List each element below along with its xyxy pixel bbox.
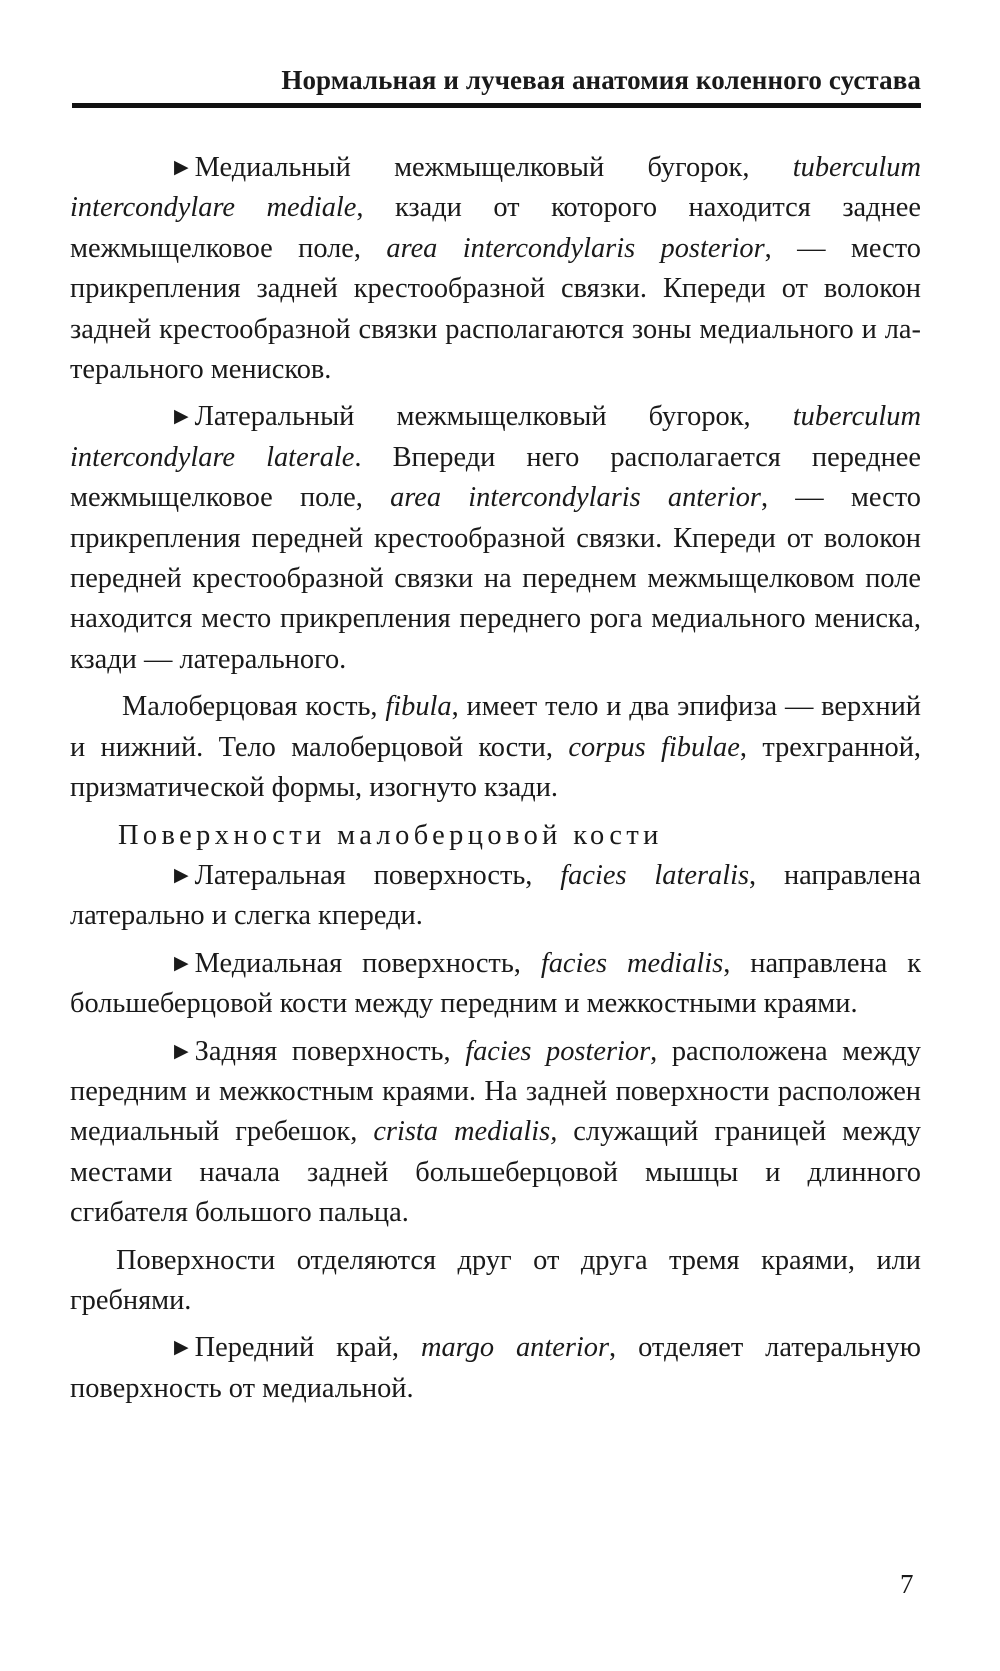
text-run: , имеет тело и два эпифиза — верхний и нижний. Тело малоберцовой кости, [70, 691, 921, 763]
paragraph [70, 687, 921, 808]
bullet-arrow-icon: ▶ [174, 406, 189, 428]
paragraph [70, 856, 921, 937]
paragraph [70, 1328, 921, 1409]
text-run: . Впереди него располагается переднее межмыщелковое поле, [70, 441, 921, 514]
paragraph [70, 397, 921, 680]
bullet-arrow-icon: ▶ [174, 864, 189, 886]
text-run: , трехгранной, призматической формы, изогнуто кзади. [70, 731, 922, 804]
latin-term: fibula [385, 691, 452, 723]
bullet-arrow-icon: ▶ [174, 1337, 189, 1359]
text-run: Латеральный межмыщелковый бугорок, [194, 401, 793, 433]
text-run: Поверхности отделяются друг от друга тремя краями, или гребнями. [70, 1244, 921, 1316]
paragraph [70, 944, 921, 1025]
text-run: Задняя поверхность, [194, 1035, 466, 1067]
paragraph [70, 148, 921, 390]
header-rule [72, 103, 921, 108]
text-run: Латеральная поверхность, [194, 859, 561, 891]
paragraph [70, 1032, 921, 1234]
page-number: 7 [900, 1569, 914, 1599]
text-run: Передний край, [194, 1332, 421, 1364]
latin-term: facies posterior [465, 1035, 651, 1067]
latin-term: tuberculum intercondylare laterale [70, 401, 921, 473]
text-run: , направлена латерально и слегка кпереди. [70, 859, 921, 932]
text-run: , отделяет латеральную поверхность от медиальной. [70, 1332, 921, 1404]
text-run: Малоберцовая кость, [122, 691, 386, 723]
bullet-arrow-icon: ▶ [174, 157, 189, 178]
text-run: Поверхности малоберцовой кости [118, 819, 663, 851]
paragraph [70, 1241, 921, 1322]
text-run: Медиальный межмыщелковый бугорок, [194, 152, 793, 183]
latin-term: facies lateralis [560, 859, 750, 891]
section-heading [70, 816, 921, 856]
running-head-title: Нормальная и лучевая анатомия коленного сустава [281, 65, 921, 95]
bullet-arrow-icon: ▶ [174, 1040, 189, 1062]
latin-term: tuberculum intercondylare mediale [70, 152, 921, 224]
text-run: , расположена между передним и межкостным краями. На задней поверхности расположен медиальный гребешок, [70, 1035, 922, 1148]
latin-term: area intercondylaris posterior [386, 232, 765, 264]
text-run: Медиальная поверхность, [194, 947, 541, 979]
latin-term: corpus fibulae [568, 731, 740, 763]
text-run: , кзади от которого находится заднее межмыщелковое поле, [70, 192, 921, 264]
latin-term: facies medialis [540, 947, 724, 979]
text-run: служащий границей между местами начала задней большеберцовой мышцы и длинного сгибателя большого пальца. [70, 1116, 922, 1229]
text-run: , — место прикрепления задней крестообразной связки. Кпереди от волокон задней крестообразной связки располагаются зоны медиального и латерального менисков. [70, 232, 921, 386]
page-body [70, 148, 921, 1416]
text-run: , направлена к большеберцовой кости между передним и межкостными краями. [70, 947, 921, 1020]
latin-term: crista medialis, [373, 1116, 558, 1148]
text-run: , — место прикрепления передней крестообразной связки. Кпереди от волокон передней крестообразной связки на переднем межмыщелковом поле находится место прикрепления переднего рога медиального мениска, кзади — латерального. [70, 482, 921, 675]
latin-term: margo anterior [420, 1332, 610, 1364]
bullet-arrow-icon: ▶ [174, 952, 189, 974]
latin-term: area intercondylaris anterior [390, 482, 761, 514]
